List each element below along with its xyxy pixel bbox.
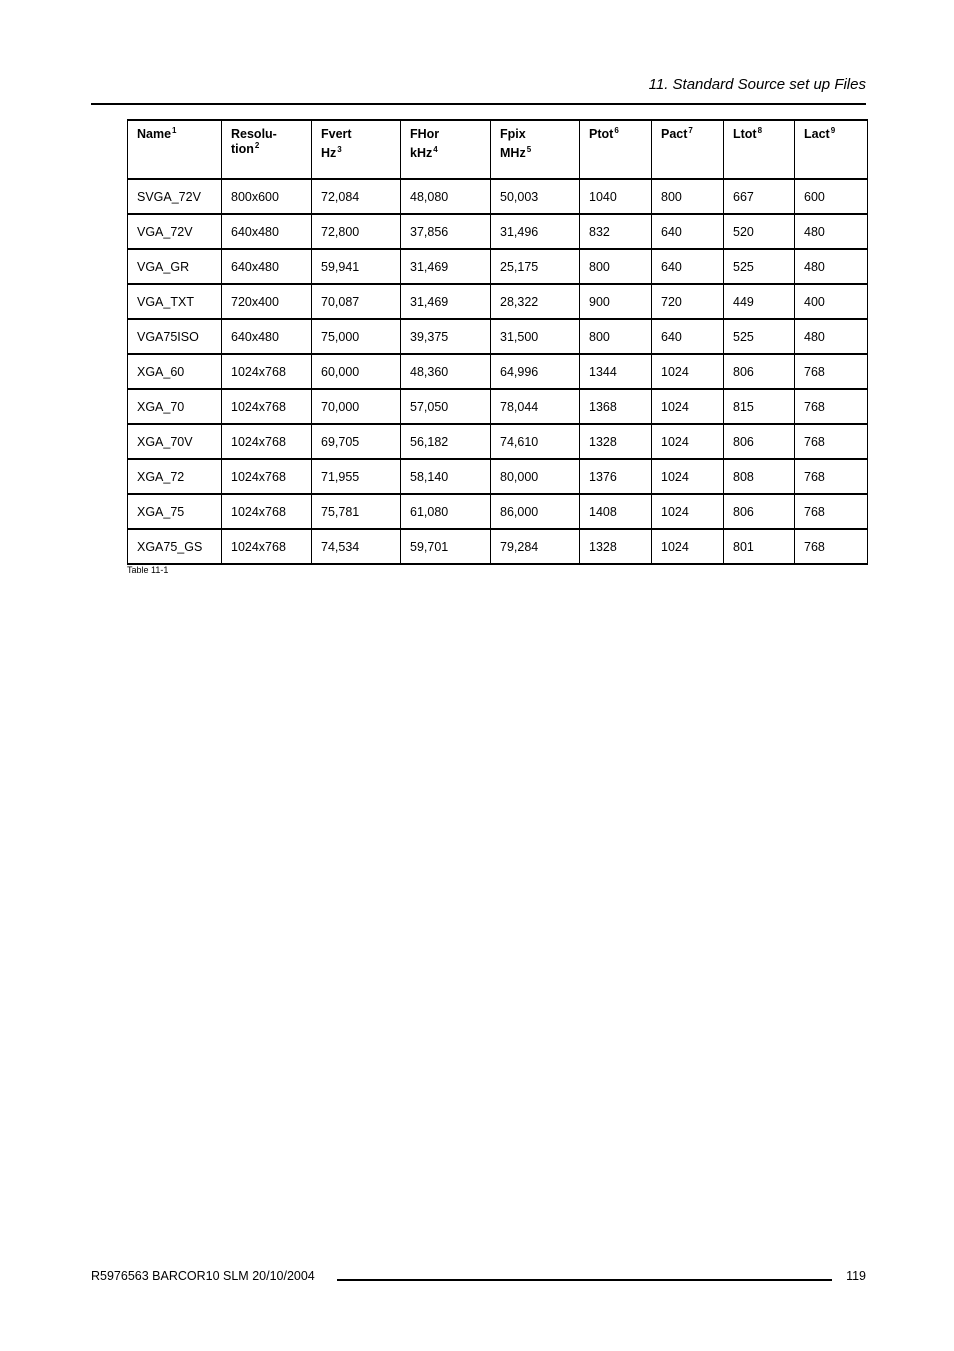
cell-name: VGA75ISO bbox=[128, 319, 222, 354]
cell-lact: 400 bbox=[795, 284, 868, 319]
cell-fpix: 79,284 bbox=[491, 529, 580, 564]
cell-ltot: 801 bbox=[724, 529, 795, 564]
col-header-name: Name$^1$ bbox=[128, 120, 222, 179]
cell-ptot: 1408 bbox=[580, 494, 652, 529]
table-row bbox=[128, 389, 868, 424]
cell-name: VGA_TXT bbox=[128, 284, 222, 319]
cell-pact: 640 bbox=[652, 214, 724, 249]
cell-pact: 1024 bbox=[652, 389, 724, 424]
cell-resolution: 640x480 bbox=[222, 214, 312, 249]
cell-fvert: 60,000 bbox=[312, 354, 401, 389]
cell-fhor: 37,856 bbox=[401, 214, 491, 249]
cell-lact: 480 bbox=[795, 214, 868, 249]
table-body bbox=[128, 179, 868, 564]
cell-ltot: 806 bbox=[724, 354, 795, 389]
table-header-row bbox=[128, 120, 868, 179]
cell-fvert: 75,000 bbox=[312, 319, 401, 354]
cell-ptot: 900 bbox=[580, 284, 652, 319]
table-caption: Table 11-1 bbox=[127, 565, 169, 575]
cell-fvert: 72,084 bbox=[312, 179, 401, 214]
table-row bbox=[128, 319, 868, 354]
table-row bbox=[128, 494, 868, 529]
cell-fvert: 72,800 bbox=[312, 214, 401, 249]
cell-pact: 1024 bbox=[652, 529, 724, 564]
cell-fpix: 86,000 bbox=[491, 494, 580, 529]
cell-fhor: 61,080 bbox=[401, 494, 491, 529]
cell-fhor: 58,140 bbox=[401, 459, 491, 494]
cell-fvert: 69,705 bbox=[312, 424, 401, 459]
cell-fhor: 31,469 bbox=[401, 284, 491, 319]
table-row bbox=[128, 249, 868, 284]
col-header-resolution: Resolu- tion$^2$ bbox=[222, 120, 312, 179]
cell-ltot: 525 bbox=[724, 319, 795, 354]
cell-ltot: 449 bbox=[724, 284, 795, 319]
cell-pact: 800 bbox=[652, 179, 724, 214]
col-header-fvert: Fvert Hz$^3$ bbox=[312, 120, 401, 179]
cell-fvert: 70,087 bbox=[312, 284, 401, 319]
cell-resolution: 720x400 bbox=[222, 284, 312, 319]
cell-pact: 1024 bbox=[652, 424, 724, 459]
cell-fpix: 78,044 bbox=[491, 389, 580, 424]
cell-fpix: 25,175 bbox=[491, 249, 580, 284]
chapter-title: 11. Standard Source set up Files bbox=[648, 76, 866, 93]
cell-fpix: 28,322 bbox=[491, 284, 580, 319]
source-setup-table bbox=[127, 119, 868, 565]
cell-pact: 1024 bbox=[652, 459, 724, 494]
cell-fvert: 75,781 bbox=[312, 494, 401, 529]
cell-name: XGA_75 bbox=[128, 494, 222, 529]
table-row bbox=[128, 179, 868, 214]
cell-resolution: 1024x768 bbox=[222, 529, 312, 564]
cell-name: VGA_GR bbox=[128, 249, 222, 284]
cell-pact: 720 bbox=[652, 284, 724, 319]
cell-fpix: 50,003 bbox=[491, 179, 580, 214]
cell-fvert: 59,941 bbox=[312, 249, 401, 284]
cell-ptot: 800 bbox=[580, 249, 652, 284]
cell-name: XGA_70V bbox=[128, 424, 222, 459]
cell-ltot: 815 bbox=[724, 389, 795, 424]
table-row bbox=[128, 529, 868, 564]
table-row bbox=[128, 214, 868, 249]
header-rule bbox=[91, 103, 866, 105]
cell-ltot: 806 bbox=[724, 494, 795, 529]
cell-fvert: 71,955 bbox=[312, 459, 401, 494]
cell-fpix: 74,610 bbox=[491, 424, 580, 459]
cell-fhor: 56,182 bbox=[401, 424, 491, 459]
col-header-ptot: Ptot$^6$ bbox=[580, 120, 652, 179]
cell-ptot: 800 bbox=[580, 319, 652, 354]
cell-resolution: 1024x768 bbox=[222, 459, 312, 494]
col-header-lact: Lact$^9$ bbox=[795, 120, 868, 179]
cell-name: SVGA_72V bbox=[128, 179, 222, 214]
cell-lact: 600 bbox=[795, 179, 868, 214]
page-number: 119 bbox=[846, 1269, 866, 1283]
cell-ptot: 1368 bbox=[580, 389, 652, 424]
cell-fhor: 31,469 bbox=[401, 249, 491, 284]
cell-resolution: 640x480 bbox=[222, 319, 312, 354]
cell-fvert: 70,000 bbox=[312, 389, 401, 424]
cell-pact: 640 bbox=[652, 319, 724, 354]
footer-rule bbox=[337, 1279, 832, 1281]
cell-resolution: 1024x768 bbox=[222, 494, 312, 529]
cell-lact: 480 bbox=[795, 249, 868, 284]
cell-lact: 480 bbox=[795, 319, 868, 354]
cell-resolution: 1024x768 bbox=[222, 389, 312, 424]
cell-pact: 1024 bbox=[652, 354, 724, 389]
col-header-fpix: Fpix MHz$^5$ bbox=[491, 120, 580, 179]
cell-ltot: 667 bbox=[724, 179, 795, 214]
cell-lact: 768 bbox=[795, 389, 868, 424]
cell-fhor: 48,080 bbox=[401, 179, 491, 214]
cell-fpix: 80,000 bbox=[491, 459, 580, 494]
cell-name: XGA_72 bbox=[128, 459, 222, 494]
cell-ltot: 806 bbox=[724, 424, 795, 459]
cell-resolution: 1024x768 bbox=[222, 354, 312, 389]
cell-ptot: 1040 bbox=[580, 179, 652, 214]
table-row bbox=[128, 459, 868, 494]
cell-fhor: 57,050 bbox=[401, 389, 491, 424]
cell-ltot: 808 bbox=[724, 459, 795, 494]
cell-lact: 768 bbox=[795, 424, 868, 459]
table-row bbox=[128, 284, 868, 319]
cell-ptot: 1344 bbox=[580, 354, 652, 389]
cell-lact: 768 bbox=[795, 494, 868, 529]
cell-lact: 768 bbox=[795, 529, 868, 564]
cell-pact: 1024 bbox=[652, 494, 724, 529]
cell-ltot: 525 bbox=[724, 249, 795, 284]
cell-fvert: 74,534 bbox=[312, 529, 401, 564]
col-header-pact: Pact$^7$ bbox=[652, 120, 724, 179]
cell-name: XGA_60 bbox=[128, 354, 222, 389]
col-header-fhor: FHor kHz$^4$ bbox=[401, 120, 491, 179]
col-header-ltot: Ltot$^8$ bbox=[724, 120, 795, 179]
cell-lact: 768 bbox=[795, 354, 868, 389]
cell-fhor: 48,360 bbox=[401, 354, 491, 389]
cell-ltot: 520 bbox=[724, 214, 795, 249]
cell-pact: 640 bbox=[652, 249, 724, 284]
cell-lact: 768 bbox=[795, 459, 868, 494]
table-row bbox=[128, 354, 868, 389]
cell-fhor: 59,701 bbox=[401, 529, 491, 564]
cell-ptot: 832 bbox=[580, 214, 652, 249]
cell-fpix: 31,496 bbox=[491, 214, 580, 249]
cell-fpix: 64,996 bbox=[491, 354, 580, 389]
cell-resolution: 640x480 bbox=[222, 249, 312, 284]
cell-fpix: 31,500 bbox=[491, 319, 580, 354]
cell-name: XGA75_GS bbox=[128, 529, 222, 564]
cell-ptot: 1328 bbox=[580, 529, 652, 564]
cell-ptot: 1376 bbox=[580, 459, 652, 494]
cell-fhor: 39,375 bbox=[401, 319, 491, 354]
cell-resolution: 1024x768 bbox=[222, 424, 312, 459]
cell-name: XGA_70 bbox=[128, 389, 222, 424]
cell-resolution: 800x600 bbox=[222, 179, 312, 214]
table-row bbox=[128, 424, 868, 459]
cell-name: VGA_72V bbox=[128, 214, 222, 249]
footer-doc-info: R5976563 BARCOR10 SLM 20/10/2004 bbox=[91, 1269, 315, 1283]
cell-ptot: 1328 bbox=[580, 424, 652, 459]
